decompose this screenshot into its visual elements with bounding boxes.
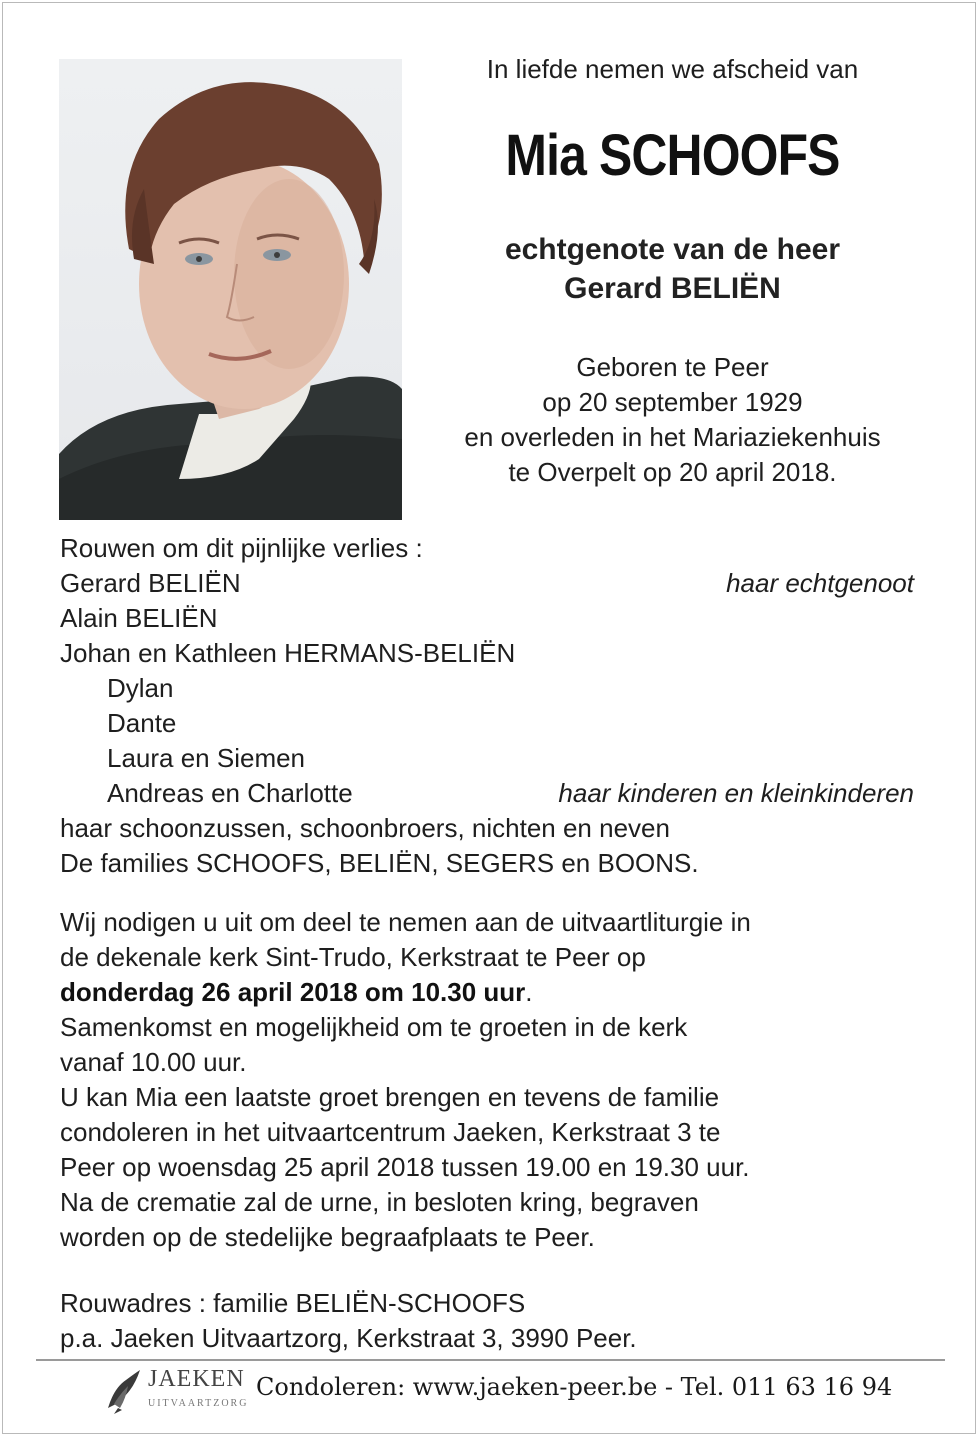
mourner-name: Dante: [107, 708, 177, 738]
footer-divider: [36, 1359, 945, 1361]
spouse-line-2: Gerard BELIËN: [564, 272, 781, 305]
mourner-name: Alain BELIËN: [60, 603, 218, 633]
ceremony-line: condoleren in het uitvaartcentrum Jaeken, Kerkstraat 3 te: [60, 1117, 721, 1147]
mourner-row: [60, 776, 920, 811]
portrait-illustration: [59, 59, 402, 520]
logo-name: JAEKEN: [148, 1366, 245, 1392]
mourner-row: [60, 601, 920, 636]
condolence-footer: Condoleren: www.jaeken-peer.be - Tel. 011 63 16 94: [256, 1373, 893, 1401]
address-line-2: p.a. Jaeken Uitvaartzorg, Kerkstraat 3, 3990 Peer.: [60, 1323, 637, 1353]
mourners-heading: Rouwen om dit pijnlijke verlies :: [60, 533, 423, 563]
mourner-row: [60, 741, 920, 776]
mourners-list: [60, 531, 920, 881]
mourner-row: [60, 811, 920, 846]
mourner-row: [60, 566, 920, 601]
ceremony-line: Na de crematie zal de urne, in besloten kring, begraven: [60, 1187, 699, 1217]
mourner-row: [60, 846, 920, 881]
address-block: [60, 1286, 920, 1356]
ceremony-paragraph: [60, 905, 920, 1255]
ceremony-date: donderdag 26 april 2018 om 10.30 uur: [60, 977, 526, 1007]
spouse-line-1: echtgenote van de heer: [504, 233, 841, 266]
ceremony-line: worden op de stedelijke begraafplaats te Peer.: [60, 1222, 595, 1252]
ceremony-line: U kan Mia een laatste groet brengen en tevens de familie: [60, 1082, 720, 1112]
mourner-name: Andreas en Charlotte: [107, 778, 353, 808]
ceremony-line: vanaf 10.00 uur.: [60, 1047, 247, 1077]
mourner-name: Johan en Kathleen HERMANS-BELIËN: [60, 638, 516, 668]
logo-subtitle: UITVAARTZORG: [148, 1398, 249, 1409]
born-line-2: op 20 september 1929: [542, 387, 803, 417]
mourner-name: Laura en Siemen: [107, 743, 306, 773]
ceremony-date-line: [60, 975, 920, 1010]
mourner-name: Gerard BELIËN: [60, 568, 241, 598]
mourner-row: [60, 706, 920, 741]
intro-text: In liefde nemen we afscheid van: [486, 54, 859, 84]
address-line-1: Rouwadres : familie BELIËN-SCHOOFS: [60, 1288, 526, 1318]
ceremony-line: Samenkomst en mogelijkheid om te groeten in de kerk: [60, 1012, 688, 1042]
deceased-name: Mia SCHOOFS: [505, 123, 840, 188]
born-line-3: en overleden in het Mariaziekenhuis: [464, 422, 881, 452]
jaeken-logo: [104, 1366, 254, 1418]
bird-icon: [104, 1368, 144, 1416]
ceremony-line: Wij nodigen u uit om deel te nemen aan de uitvaartliturgie in: [60, 907, 751, 937]
mourner-name: De families SCHOOFS, BELIËN, SEGERS en BOONS.: [60, 848, 699, 878]
ceremony-line: Peer op woensdag 25 april 2018 tussen 19.00 en 19.30 uur.: [60, 1152, 750, 1182]
birth-death-block: [420, 350, 925, 490]
born-line-4: te Overpelt op 20 april 2018.: [508, 457, 837, 487]
portrait-photo: [59, 59, 402, 520]
mourner-name: haar schoonzussen, schoonbroers, nichten en neven: [60, 813, 670, 843]
ceremony-line: de dekenale kerk Sint-Trudo, Kerkstraat te Peer op: [60, 942, 646, 972]
mourner-name: Dylan: [107, 673, 174, 703]
mourner-relation: haar kinderen en kleinkinderen: [558, 778, 914, 808]
spouse-block: [420, 230, 925, 308]
mourner-row: [60, 671, 920, 706]
ceremony-date-suffix: .: [525, 977, 533, 1007]
born-line-1: Geboren te Peer: [576, 352, 769, 382]
mourner-row: [60, 636, 920, 671]
mourner-relation: haar echtgenoot: [726, 568, 914, 598]
